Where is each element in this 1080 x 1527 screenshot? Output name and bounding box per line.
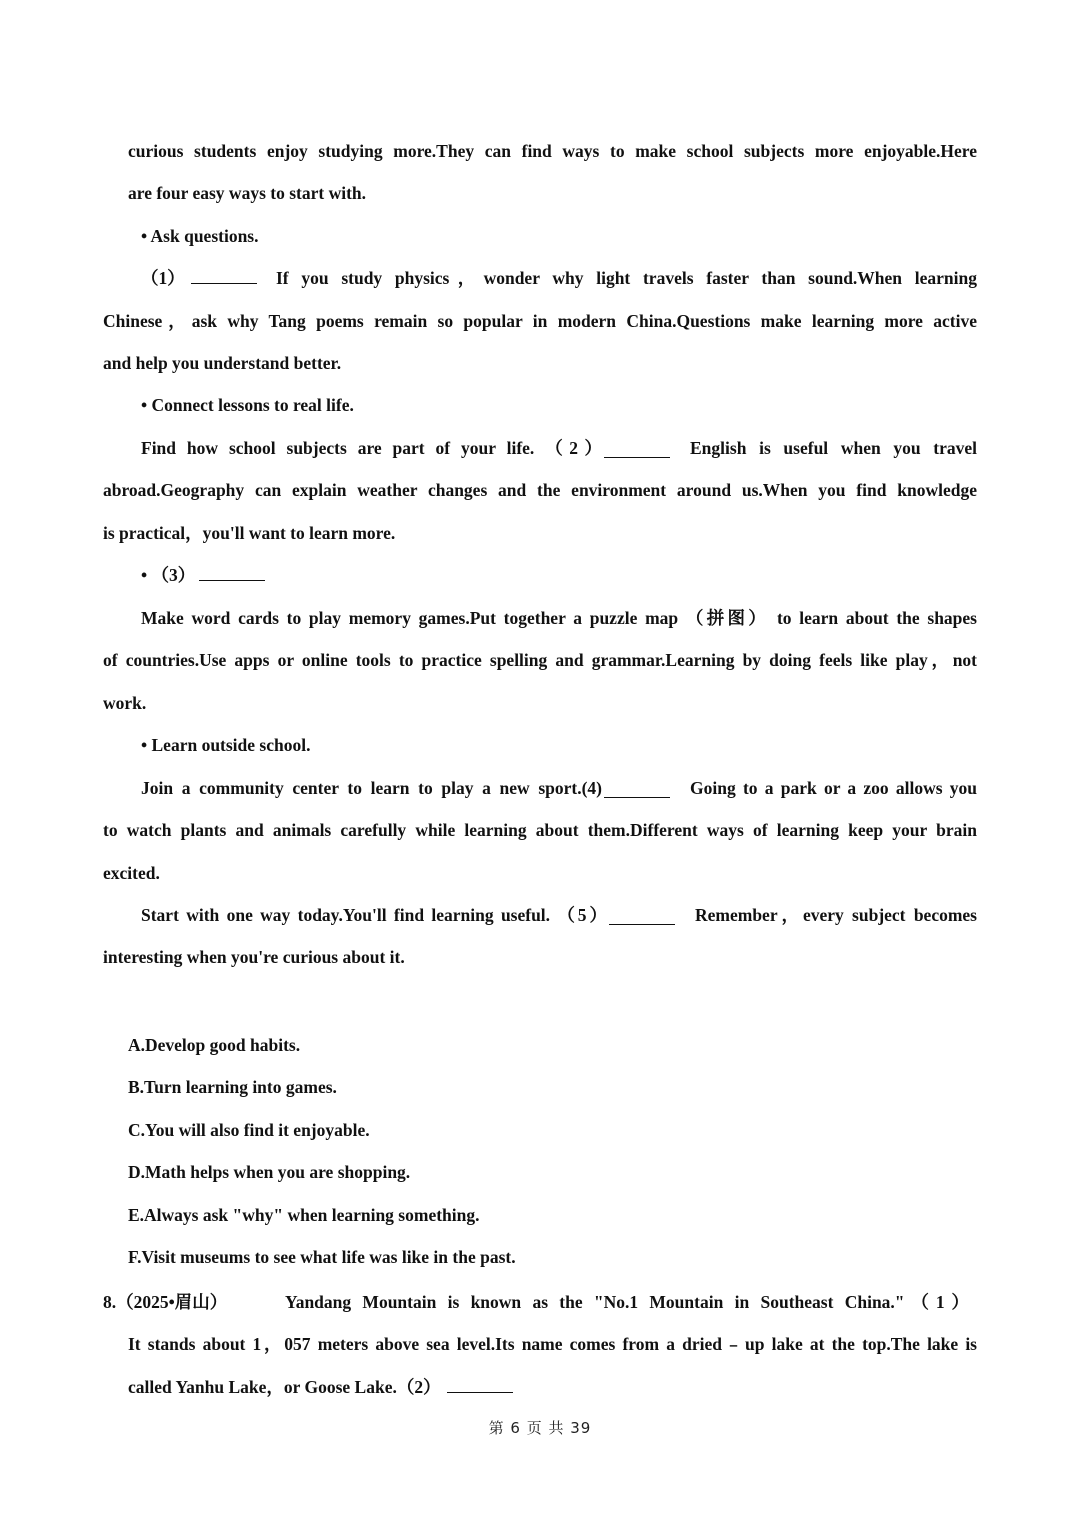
- option-item: C.You will also find it enjoyable.: [128, 1120, 370, 1140]
- option-item: A.Develop good habits.: [128, 1035, 301, 1055]
- paragraph-line: Remember，every subject becomes: [695, 905, 977, 925]
- paragraph-line: is practical，you'll want to learn more.: [103, 523, 396, 543]
- paragraph-line: Start with one way today.You'll find learning useful. （5）: [141, 905, 607, 925]
- intro-line: are four easy ways to start with.: [128, 183, 367, 203]
- paragraph-line: interesting when you're curious about it.: [103, 947, 405, 967]
- option-item: F.Visit museums to see what life was like in the past.: [128, 1247, 516, 1267]
- answer-blank[interactable]: [609, 908, 675, 925]
- answer-blank[interactable]: [191, 267, 257, 284]
- paragraph-line: Join a community center to learn to play a new sport.(4): [141, 778, 602, 798]
- paragraph-line: Find how school subjects are part of your life. （2）: [141, 438, 602, 458]
- answer-blank[interactable]: [199, 564, 265, 581]
- paragraph-line: to watch plants and animals carefully while learning about them.Different ways of learning keep your brain: [103, 820, 977, 840]
- section-heading: • Learn outside school.: [141, 735, 311, 755]
- paragraph-line: Yandang Mountain is known as the "No.1 Mountain in Southeast China."（1）: [285, 1292, 969, 1312]
- paragraph-line: called Yanhu Lake，or Goose Lake.（2）: [128, 1376, 513, 1398]
- paragraph-line: Chinese，ask why Tang poems remain so popular in modern China.Questions make learning more active: [103, 311, 977, 331]
- paragraph-line: and help you understand better.: [103, 353, 342, 373]
- paragraph-line: work.: [103, 693, 147, 713]
- paragraph-line: English is useful when you travel: [690, 438, 977, 458]
- paragraph-line: Going to a park or a zoo allows you: [690, 778, 977, 798]
- option-item: E.Always ask "why" when learning something.: [128, 1205, 480, 1225]
- paragraph-line: of countries.Use apps or online tools to practice spelling and grammar.Learning by doing feels like play，not: [103, 650, 977, 670]
- paragraph-line: It stands about 1，057 meters above sea level.Its name comes from a dried﹣up lake at the top.The lake is: [128, 1334, 977, 1354]
- option-item: B.Turn learning into games.: [128, 1077, 337, 1097]
- paragraph-line: Make word cards to play memory games.Put together a puzzle map （拼图） to learn about the shapes: [141, 608, 977, 628]
- paragraph-line: If you study physics，wonder why light travels faster than sound.When learning: [276, 268, 977, 288]
- page-footer: 第 6 页 共 39: [488, 1419, 592, 1437]
- section-heading: • Connect lessons to real life.: [141, 395, 354, 415]
- intro-line: curious students enjoy studying more.They can find ways to make school subjects more enjoyable.Here: [128, 141, 977, 161]
- answer-blank-label: （1）: [141, 267, 257, 289]
- section-heading: • （3）: [141, 564, 265, 586]
- answer-blank[interactable]: [604, 441, 670, 458]
- section-heading: • Ask questions.: [141, 226, 259, 246]
- answer-blank[interactable]: [447, 1376, 513, 1393]
- paragraph-line: abroad.Geography can explain weather changes and the environment around us.When you find knowledge: [103, 480, 977, 500]
- paragraph-line: excited.: [103, 863, 160, 883]
- option-item: D.Math helps when you are shopping.: [128, 1162, 411, 1182]
- question-number: 8.（2025•眉山）: [103, 1292, 228, 1312]
- answer-blank[interactable]: [604, 781, 670, 798]
